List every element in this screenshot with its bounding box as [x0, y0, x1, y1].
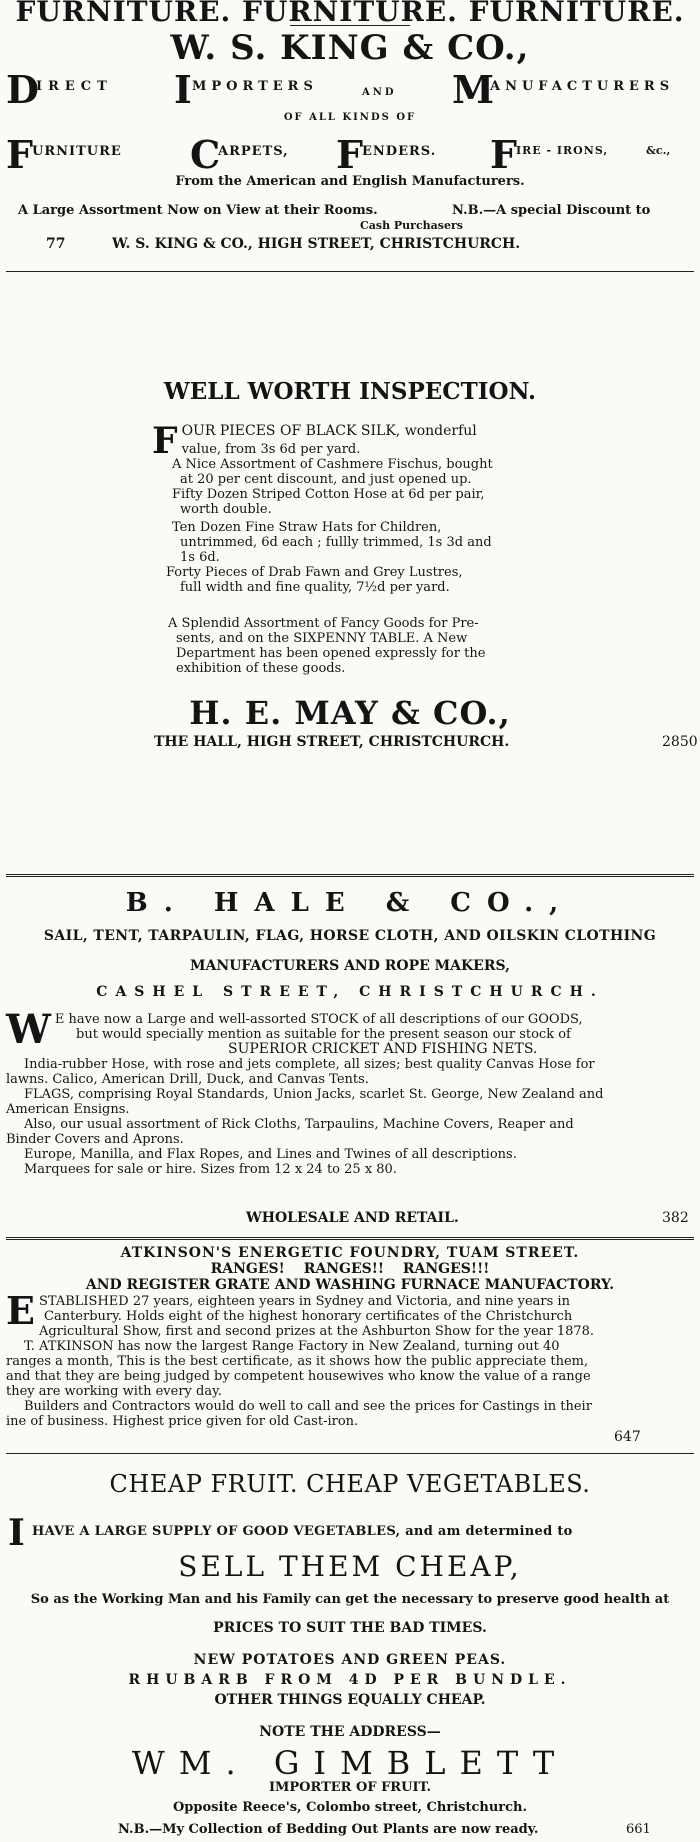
may-name: H. E. MAY & CO.,	[189, 694, 511, 732]
may-headline: WELL WORTH INSPECTION.	[163, 378, 537, 405]
gimblett-intro-row	[8, 1512, 698, 1554]
king-line2: F URNITURE C ARPETS, F ENDERS. F IRE - IRONS, &c.,	[6, 132, 671, 177]
hale-name: B. HALE & CO.,	[125, 888, 575, 918]
hale-dropcap: W	[6, 1006, 51, 1053]
gimblett-opposite: Opposite Reece's, Colombo street, Christchurch.	[172, 1800, 528, 1815]
atkinson-and: AND REGISTER GRATE AND WASHING FURNACE MANUFACTORY.	[85, 1277, 615, 1293]
king-line1: D IRECT I MPORTERS AND M ANUFACTURERS	[6, 67, 675, 112]
divider	[6, 1237, 694, 1240]
hale-trades: SAIL, TENT, TARPAULIN, FLAG, HORSE CLOTH, AND OILSKIN CLOTHING	[43, 928, 657, 944]
may-splendid: A Splendid Assortment of Fancy Goods for Pre- sents, and on the SIXPENNY TABLE. A New Department has been opened expressly for the exhibition of these goods.	[168, 616, 486, 676]
king-address-num: 77	[46, 236, 66, 252]
divider	[6, 874, 694, 877]
king-from: From the American and English Manufacturers.	[175, 174, 525, 189]
hale-footer: WHOLESALE AND RETAIL.	[246, 1210, 459, 1226]
king-nb: N.B.—A special Discount to	[452, 203, 651, 218]
gimblett-headline: CHEAP FRUIT. CHEAP VEGETABLES.	[109, 1470, 591, 1498]
may-dropcap: F	[152, 420, 178, 462]
gimblett-importer: IMPORTER OF FRUIT.	[268, 1780, 432, 1795]
may-ref: 2850	[662, 734, 698, 750]
gimblett-ref: 661	[626, 1822, 651, 1837]
hale-street: CASHEL STREET, CHRISTCHURCH.	[96, 984, 604, 1000]
gimblett-so: So as the Working Man and his Family can get the necessary to preserve good health at	[30, 1592, 670, 1607]
hale-body: W E have now a Large and well-assorted STOCK of all descriptions of our GOODS, but would specially mention as suitable for the present season our stock of SUPERIOR CRICKET AND FISHING NETS. India-rubber Hose, with rose and jets complete, all sizes; best quality Canvas Hose for lawns. Calico, American Drill, Duck, and Canvas Tents. FLAGS, comprising Royal Standards, Union Jacks, scarlet St. George, New Zealand and American Ensigns. Also, our usual assortment of Rick Cloths, Tarpaulins, Machine Covers, Reaper and Binder Covers and Aprons. Europe, Manilla, and Flax Ropes, and Lines and Twines of all descriptions. Marquees for sale or hire. Sizes from 12 x 24 to 25 x 80.	[6, 1006, 604, 1177]
gimblett-rhubarb: RHUBARB FROM 4D PER BUNDLE.	[128, 1672, 572, 1688]
gimblett-nb: N.B.—My Collection of Bedding Out Plants are now ready.	[118, 1822, 539, 1837]
king-and: AND	[362, 87, 397, 98]
king-importers: MPORTERS	[192, 79, 318, 94]
gimblett-intro: HAVE A LARGE SUPPLY OF GOOD VEGETABLES, and am determined to	[32, 1524, 573, 1539]
atkinson-ref: 647	[614, 1429, 641, 1445]
king-ad	[0, 0, 700, 252]
king-assortment: A Large Assortment Now on View at their Rooms.	[18, 203, 378, 218]
gimblett-other: OTHER THINGS EQUALLY CHEAP.	[214, 1692, 486, 1708]
may-address: THE HALL, HIGH STREET, CHRISTCHURCH.	[154, 734, 510, 750]
king-of-all: OF ALL KINDS OF	[283, 112, 417, 123]
gimblett-note: NOTE THE ADDRESS—	[259, 1724, 441, 1740]
king-etc: &c.,	[646, 144, 671, 157]
king-name: W. S. KING & CO.,	[170, 28, 530, 68]
may-items: FOUR PIECES OF BLACK SILK, wonderful value, from 3s 6d per yard. A Nice Assortment of Cashmere Fischus, bought at 20 per cent discount, and just opened up. Fifty Dozen Striped Cotton Hose at 6d per pair, worth double. Ten Dozen Fine Straw Hats for Children, untrimmed, 6d each ; fullly trimmed, 1s 3d and 1s 6d. Forty Pieces of Drab Fawn and Grey Lustres, full width and fine quality, 7½d per yard.	[152, 420, 493, 595]
divider	[6, 1453, 694, 1454]
king-manufacturers: ANUFACTURERS	[490, 79, 675, 94]
divider	[6, 271, 694, 272]
king-banner: FURNITURE. FURNITURE. FURNITURE.	[15, 0, 685, 28]
gimblett-sell: SELL THEM CHEAP,	[178, 1550, 522, 1583]
atkinson-ranges: RANGES! RANGES!! RANGES!!!	[210, 1261, 490, 1277]
gimblett-prices: PRICES TO SUIT THE BAD TIMES.	[213, 1620, 487, 1636]
hale-trades2: MANUFACTURERS AND ROPE MAKERS,	[190, 958, 510, 974]
atkinson-dropcap: E	[6, 1288, 35, 1333]
atkinson-title: ATKINSON'S ENERGETIC FOUNDRY, TUAM STREET.	[120, 1245, 580, 1261]
gimblett-name: WM. GIMBLETT	[131, 1744, 569, 1782]
king-address: W. S. KING & CO., HIGH STREET, CHRISTCHURCH.	[112, 236, 521, 252]
atkinson-body: ESTABLISHED 27 years, eighteen years in Sydney and Victoria, and nine years in Canterbury. Holds eight of the highest honorary certificates of the Christchurch Agricultural Show, first and second prizes at the Ashburton Show for the year 1878. T. ATKINSON has now the largest Range Factory in New Zealand, turning out 40 ranges a month, This is the best certificate, as it shows how the public appreciate them, and that they are being judged by competent housewives who know the value of a range they are working with every day. Builders and Contractors would do well to call and see the prices for Castings in their ine of business. Highest price given for old Cast-iron.	[6, 1288, 595, 1429]
gimblett-new: NEW POTATOES AND GREEN PEAS.	[193, 1652, 507, 1668]
king-cash: Cash Purchasers	[360, 219, 463, 232]
hale-ref: 382	[662, 1210, 689, 1226]
gimblett-dropcap: I	[8, 1512, 25, 1554]
